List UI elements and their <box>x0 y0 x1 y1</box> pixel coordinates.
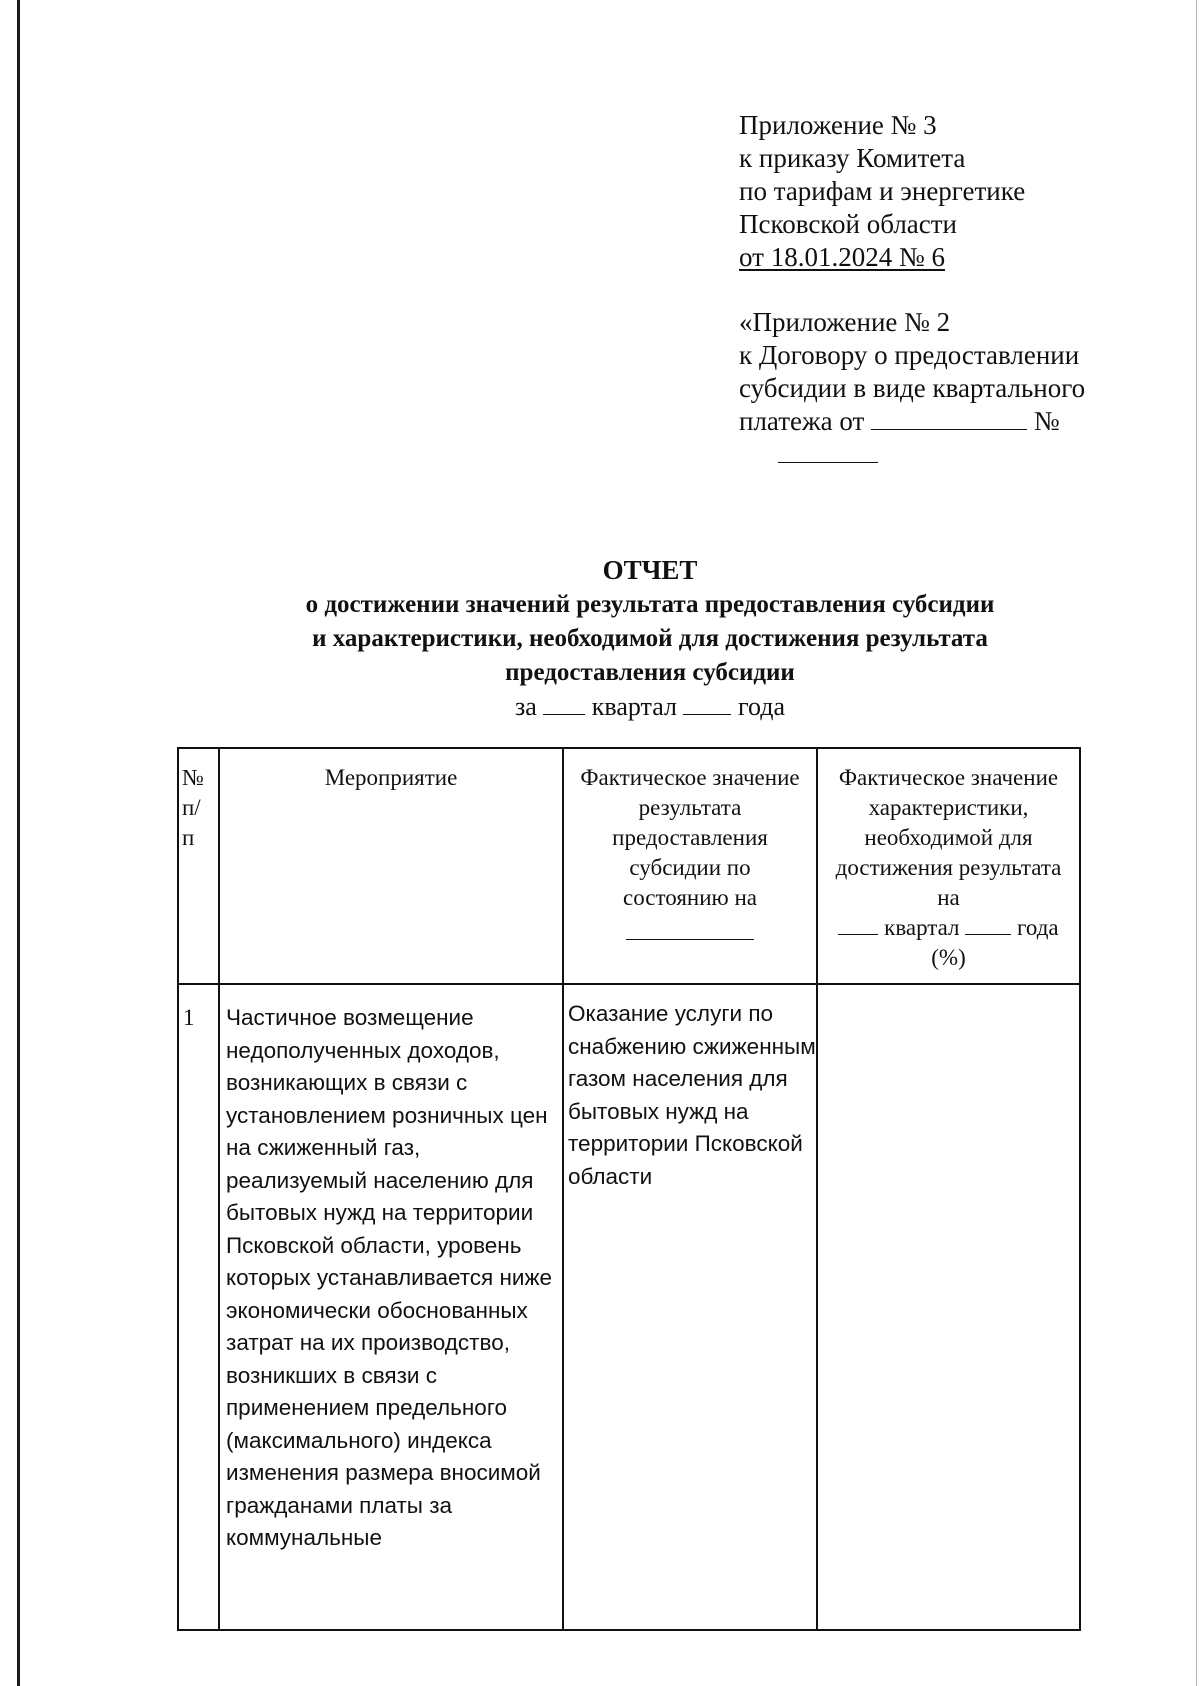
appendix-3-title: Приложение № 3 <box>739 110 937 140</box>
appendix-3-region: Псковской области <box>739 209 958 239</box>
table-row <box>178 984 1080 1630</box>
appendix-3-block <box>739 109 1159 274</box>
header-fact-characteristic-label: Фактическое значение характеристики, необходимой для достижения результата на <box>835 765 1062 910</box>
appendix-3-order-ref: к приказу Комитета <box>739 143 966 173</box>
report-title: ОТЧЕТ <box>602 555 698 585</box>
header-number <box>178 748 219 984</box>
period-prefix: за <box>514 692 537 721</box>
row-number: 1 <box>178 984 219 1630</box>
header-event-label: Мероприятие <box>324 765 458 790</box>
quarter-blank-field <box>543 714 585 715</box>
appendix-2-title: «Приложение № 2 <box>739 307 951 337</box>
header-fact-result <box>563 748 817 984</box>
header-year-blank-field <box>965 934 1011 935</box>
year-blank-field <box>683 714 731 715</box>
header-event <box>219 748 563 984</box>
report-subtitle-line-2: и характеристики, необходимой для достижения результата <box>312 625 988 652</box>
report-period <box>180 690 1120 724</box>
appendix-3-order-date: от 18.01.2024 № 6 <box>739 242 945 272</box>
header-date-blank-field <box>626 917 754 940</box>
appendix-2-block <box>739 306 1159 438</box>
report-table <box>177 747 1081 1631</box>
right-page-edge <box>1196 0 1197 1686</box>
report-subtitle-line-3: предоставления субсидии <box>505 659 795 686</box>
header-percent-label: (%) <box>931 945 966 970</box>
appendix-2-subsidy-ref: субсидии в виде квартального <box>739 373 1086 403</box>
report-subtitle-line-1: о достижении значений результата предоставления субсидии <box>305 591 995 618</box>
report-title-block <box>180 553 1120 724</box>
left-margin-line <box>17 0 20 1686</box>
row-fact-result: Оказание услуги по снабжению сжиженным газом населения для бытовых нужд на территории Псковской области <box>563 984 817 1630</box>
row-fact-characteristic <box>817 984 1080 1630</box>
header-number-part-2: п <box>182 825 195 850</box>
header-year-label: года <box>1017 915 1059 940</box>
appendix-2-number-label: № <box>1033 406 1060 436</box>
header-fact-result-label: Фактическое значение результата предоставления субсидии по состоянию на <box>580 765 800 910</box>
appendix-2-payment-from-label: платежа от <box>739 406 865 436</box>
header-quarter-label: квартал <box>884 915 960 940</box>
date-blank-field <box>871 429 1027 430</box>
period-quarter-label: квартал <box>591 692 677 721</box>
appendix-2-agreement-ref: к Договору о предоставлении <box>739 340 1080 370</box>
period-year-label: года <box>737 692 786 721</box>
number-blank-field <box>778 462 878 463</box>
header-quarter-blank-field <box>838 934 878 935</box>
table-header-row <box>178 748 1080 984</box>
header-number-symbol: № <box>182 765 204 790</box>
header-fact-characteristic <box>817 748 1080 984</box>
row-event: Частичное возмещение недополученных доходов, возникающих в связи с установлением розничных цен на сжиженный газ, реализуемый населению для бытовых нужд на территории Псковской области, уровень которых устанавливается ниже экономически обоснованных затрат на их производство, возникших в связи с применением предельного (максимального) индекса изменения размера вносимой гражданами платы за коммунальные <box>219 984 563 1630</box>
appendix-3-committee: по тарифам и энергетике <box>739 176 1026 206</box>
header-number-part-1: п/ <box>182 795 201 820</box>
